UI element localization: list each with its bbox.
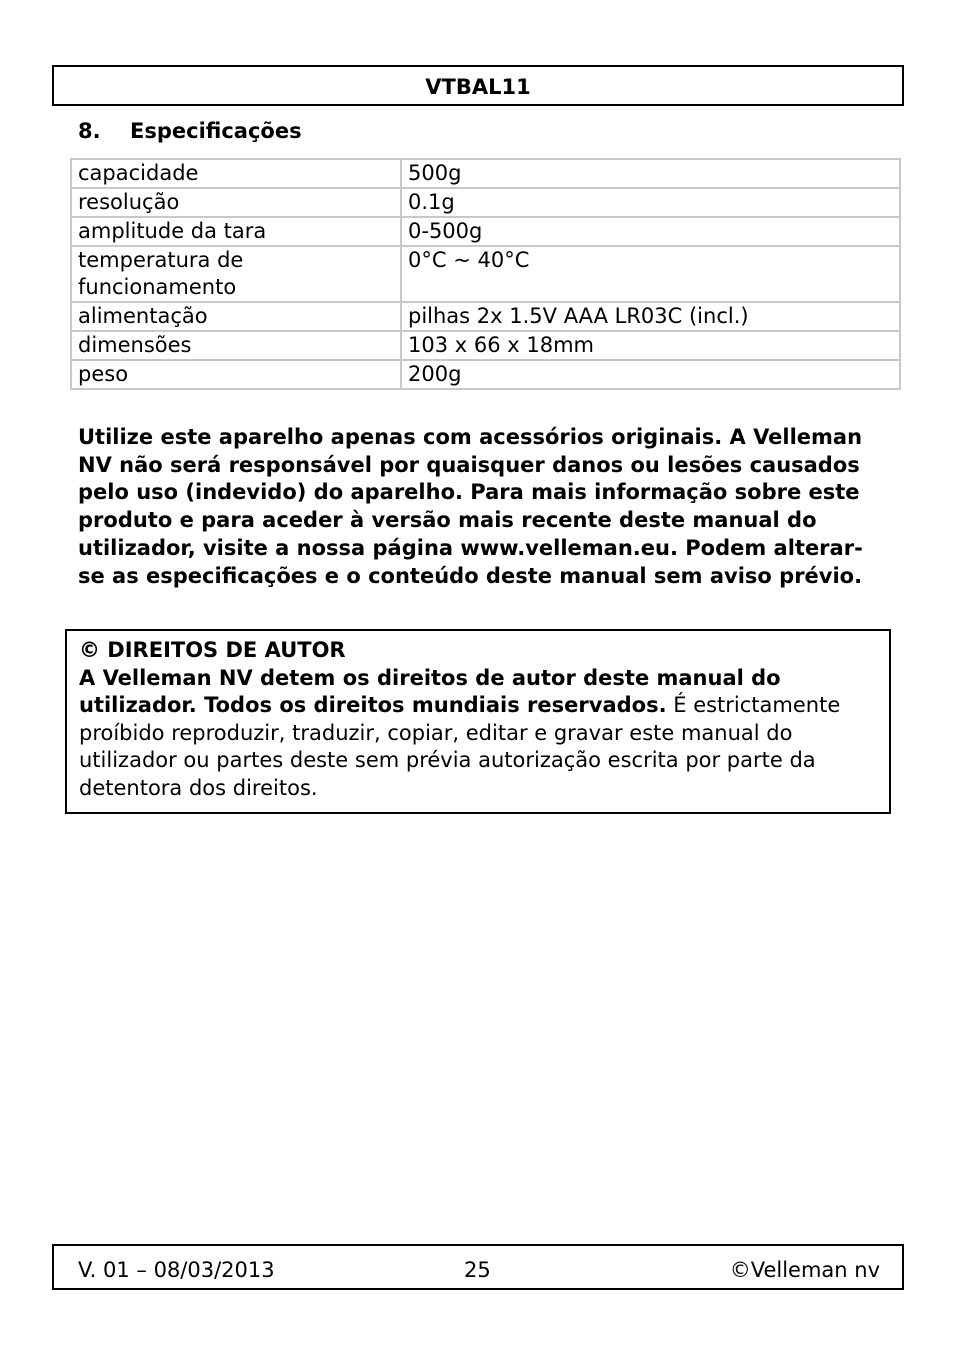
copyright-normal-text: É estrictamente proíbido reproduzir, traduzir, copiar, editar e gravar este manual do utilizador ou partes deste sem prévia autorização escrita por parte da detentora dos direitos. <box>79 693 841 800</box>
spec-label: temperatura de funcionamento <box>71 246 401 302</box>
page-header <box>52 65 904 106</box>
copyright-brand: ©Velleman nv <box>729 1258 880 1282</box>
section-heading <box>78 117 302 145</box>
spec-label: peso <box>71 360 401 389</box>
spec-label: amplitude da tara <box>71 217 401 246</box>
spec-label: resolução <box>71 188 401 217</box>
version-date: V. 01 – 08/03/2013 <box>78 1258 275 1282</box>
usage-notice: Utilize este aparelho apenas com acessórios originais. A Velleman NV não será responsável por quaisquer danos ou lesões causados pelo uso (indevido) do aparelho. Para mais informação sobre este produto e para aceder à versão mais recente deste manual do utilizador, visite a nossa página www.velleman.eu. Podem alterar-se as especificações e o conteúdo deste manual sem aviso prévio. <box>78 425 863 588</box>
spec-label: dimensões <box>71 331 401 360</box>
table-row <box>71 217 900 246</box>
spec-value: 0-500g <box>401 217 900 246</box>
spec-value: 0°C ~ 40°C <box>401 246 900 302</box>
spec-value: 500g <box>401 159 900 188</box>
section-number: 8. <box>78 119 101 143</box>
document-code: VTBAL11 <box>425 75 531 99</box>
table-row <box>71 302 900 331</box>
spec-value: 0.1g <box>401 188 900 217</box>
spec-label: capacidade <box>71 159 401 188</box>
spec-value: 103 x 66 x 18mm <box>401 331 900 360</box>
copyright-box <box>65 629 891 814</box>
table-row <box>71 159 900 188</box>
section-title: Especificações <box>130 119 302 143</box>
table-row <box>71 331 900 360</box>
table-row <box>71 246 900 302</box>
page-footer <box>52 1244 904 1290</box>
table-row <box>71 188 900 217</box>
page-number: 25 <box>464 1258 491 1282</box>
spec-value: 200g <box>401 360 900 389</box>
copyright-heading: © DIREITOS DE AUTOR <box>79 638 346 662</box>
copyright-bold-text: A Velleman NV detem os direitos de autor deste manual do utilizador. Todos os direitos mundiais reservados. <box>79 665 781 717</box>
specifications-table <box>70 158 901 390</box>
spec-label: alimentação <box>71 302 401 331</box>
spec-value: pilhas 2x 1.5V AAA LR03C (incl.) <box>401 302 900 331</box>
table-row <box>71 360 900 389</box>
